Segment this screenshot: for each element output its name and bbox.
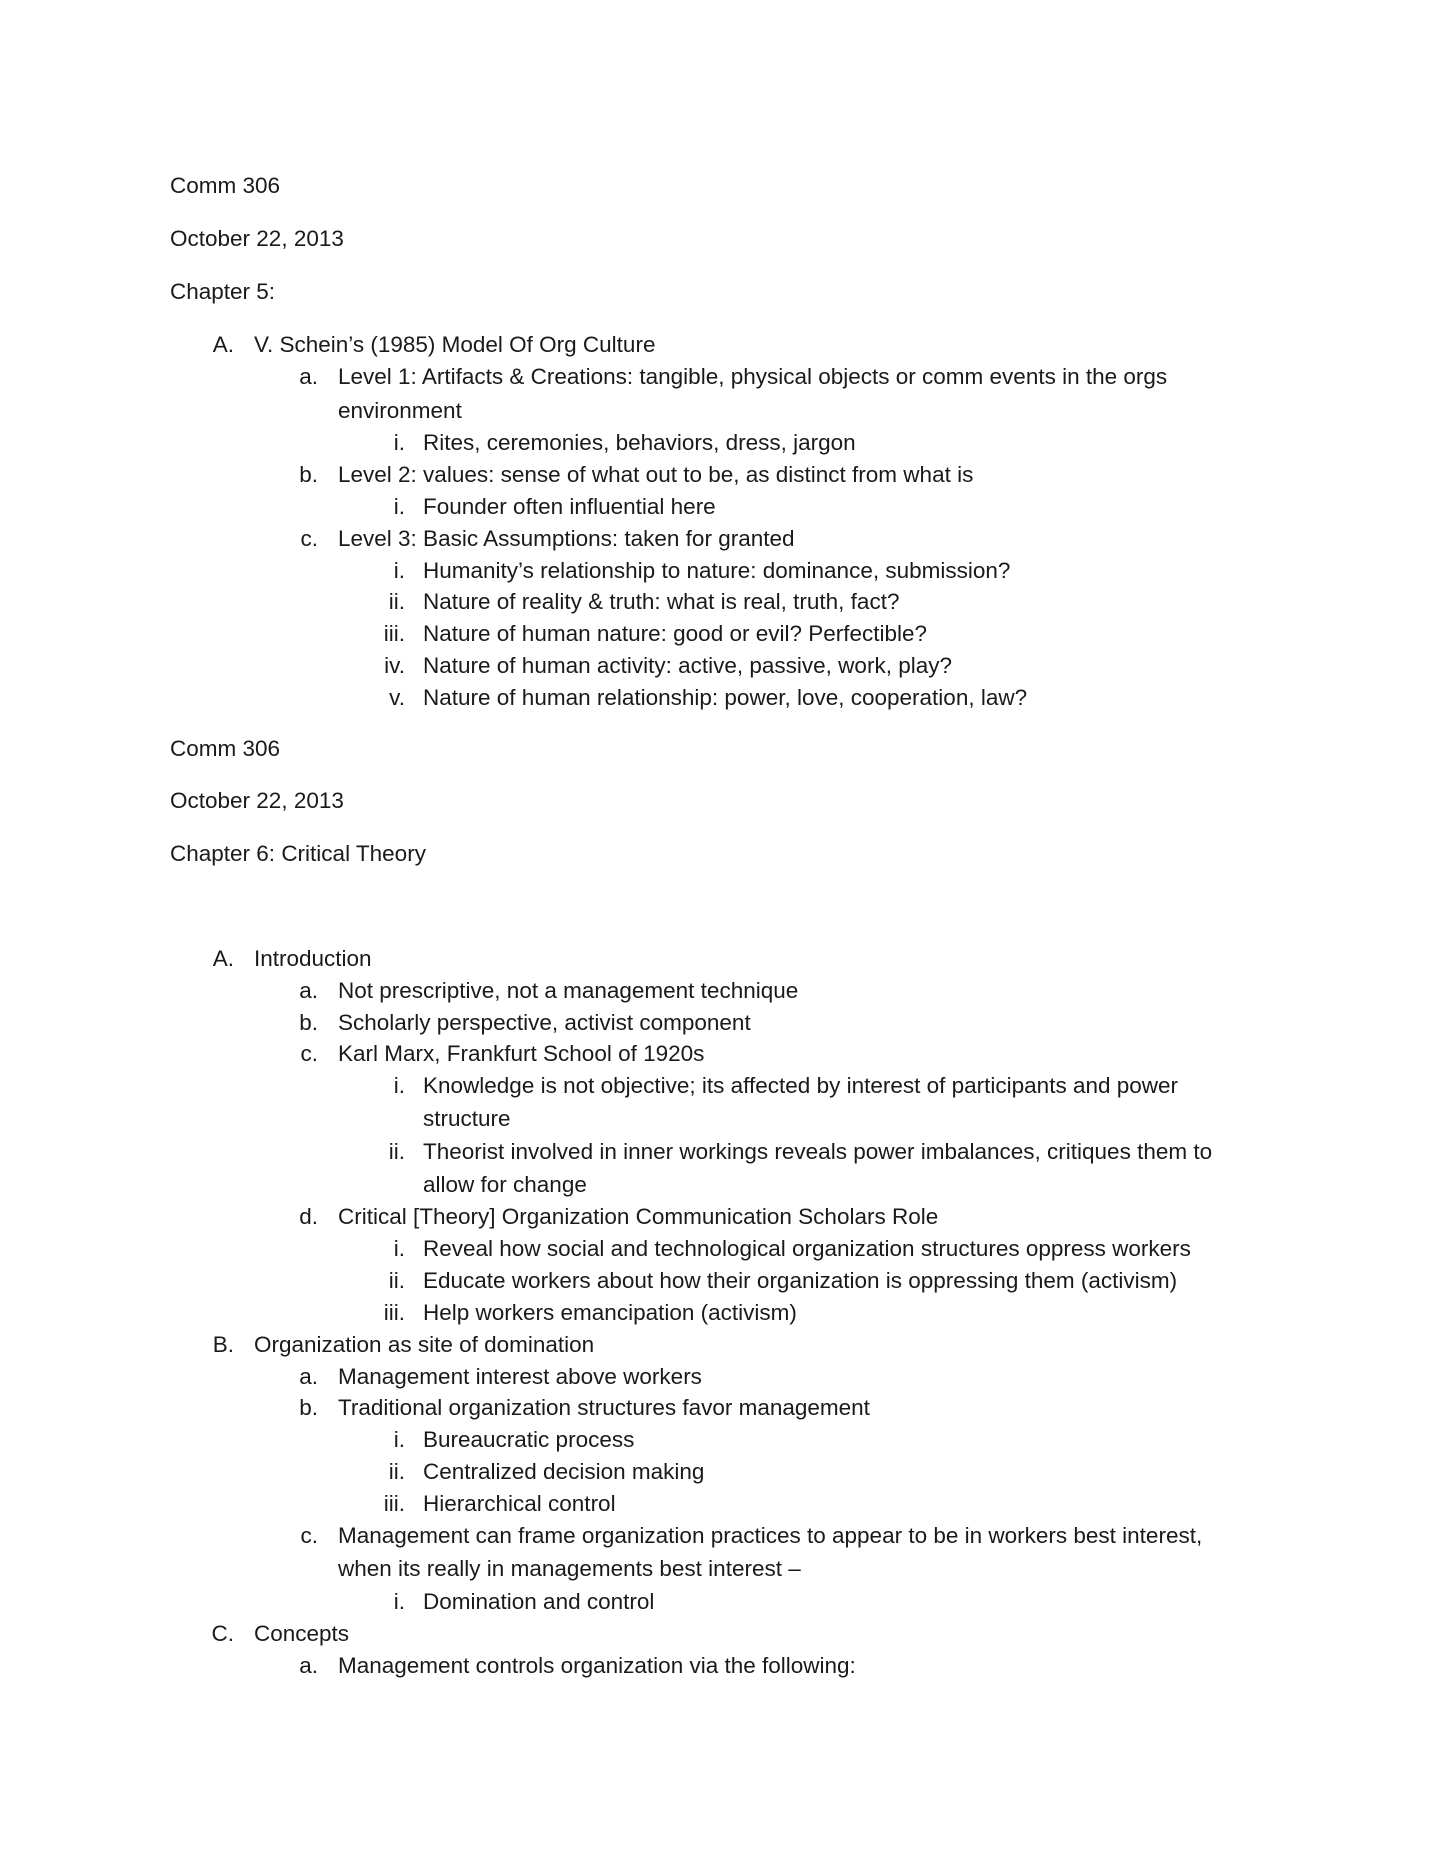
outline-marker: c.	[300, 1523, 318, 1548]
outline-item: Humanity’s relationship to nature: dominance, submission?	[423, 558, 1011, 583]
outline-item: Not prescriptive, not a management technique	[338, 978, 799, 1003]
outline-item: Rites, ceremonies, behaviors, dress, jargon	[423, 430, 856, 455]
outline-marker: c.	[300, 1041, 318, 1066]
outline-marker: i.	[393, 1589, 405, 1614]
outline-marker: i.	[393, 1427, 405, 1452]
outline-marker: i.	[393, 558, 405, 583]
chapter-heading: Chapter 5:	[170, 279, 276, 304]
outline-marker: b.	[299, 462, 318, 487]
outline-marker: iii.	[383, 1491, 405, 1516]
outline-marker: i.	[393, 430, 405, 455]
outline-item: Nature of human nature: good or evil? Perfectible?	[423, 621, 928, 646]
outline-item: Knowledge is not objective; its affected by interest of participants and power	[423, 1073, 1179, 1098]
outline-item: Educate workers about how their organization is oppressing them (activism)	[423, 1268, 1178, 1293]
outline-item: Hierarchical control	[423, 1491, 616, 1516]
outline-item: Management can frame organization practices to appear to be in workers best interest,	[338, 1523, 1203, 1548]
outline-marker: a.	[299, 1364, 318, 1389]
outline-marker: B.	[212, 1332, 234, 1357]
outline-item: Domination and control	[423, 1589, 655, 1614]
outline-marker: ii.	[388, 1268, 405, 1293]
outline-item: Nature of reality & truth: what is real, truth, fact?	[423, 589, 900, 614]
outline-marker: iii.	[383, 621, 405, 646]
outline-item: Theorist involved in inner workings reveals power imbalances, critiques them to	[423, 1139, 1213, 1164]
outline-item-continued: environment	[338, 398, 462, 423]
outline-item: Reveal how social and technological organization structures oppress workers	[423, 1236, 1191, 1261]
outline-marker: ii.	[388, 589, 405, 614]
course-title: Comm 306	[170, 173, 281, 198]
outline-item: Level 3: Basic Assumptions: taken for granted	[338, 526, 795, 551]
date: October 22, 2013	[170, 226, 344, 251]
outline-item: Founder often influential here	[423, 494, 716, 519]
outline-item: Introduction	[254, 946, 372, 971]
outline-marker: iv.	[384, 653, 405, 678]
outline-item: Critical [Theory] Organization Communication Scholars Role	[338, 1204, 939, 1229]
outline-marker: ii.	[388, 1459, 405, 1484]
outline-marker: a.	[299, 1653, 318, 1678]
outline-marker: C.	[211, 1621, 234, 1646]
outline-item: Management controls organization via the following:	[338, 1653, 856, 1678]
outline-marker: i.	[393, 1236, 405, 1261]
outline-marker: b.	[299, 1010, 318, 1035]
date: October 22, 2013	[170, 788, 344, 813]
outline-item: Karl Marx, Frankfurt School of 1920s	[338, 1041, 705, 1066]
outline-item: Concepts	[254, 1621, 350, 1646]
outline-marker: c.	[300, 526, 318, 551]
outline-item: V. Schein’s (1985) Model Of Org Culture	[254, 332, 656, 357]
outline-item: Bureaucratic process	[423, 1427, 635, 1452]
outline-item: Nature of human activity: active, passive, work, play?	[423, 653, 952, 678]
outline-item: Organization as site of domination	[254, 1332, 595, 1357]
outline-marker: iii.	[383, 1300, 405, 1325]
outline-marker: i.	[393, 494, 405, 519]
chapter-heading: Chapter 6: Critical Theory	[170, 841, 426, 866]
outline-marker: A.	[212, 946, 234, 971]
outline-item: Scholarly perspective, activist component	[338, 1010, 751, 1035]
outline-item-continued: structure	[423, 1106, 511, 1131]
outline-marker: a.	[299, 364, 318, 389]
outline-item: Level 1: Artifacts & Creations: tangible, physical objects or comm events in the orgs	[338, 364, 1168, 389]
outline-marker: a.	[299, 978, 318, 1003]
outline-item: Centralized decision making	[423, 1459, 705, 1484]
outline-item: Traditional organization structures favor management	[338, 1395, 870, 1420]
outline-marker: A.	[212, 332, 234, 357]
outline-item: Help workers emancipation (activism)	[423, 1300, 797, 1325]
outline-marker: i.	[393, 1073, 405, 1098]
outline-marker: ii.	[388, 1139, 405, 1164]
outline-marker: v.	[389, 685, 405, 710]
outline-item: Level 2: values: sense of what out to be, as distinct from what is	[338, 462, 974, 487]
outline-item-continued: when its really in managements best interest –	[338, 1556, 801, 1581]
outline-marker: d.	[299, 1204, 318, 1229]
outline-marker: b.	[299, 1395, 318, 1420]
course-title: Comm 306	[170, 736, 281, 761]
outline-item: Nature of human relationship: power, love, cooperation, law?	[423, 685, 1028, 710]
outline-item: Management interest above workers	[338, 1364, 702, 1389]
outline-item-continued: allow for change	[423, 1172, 587, 1197]
